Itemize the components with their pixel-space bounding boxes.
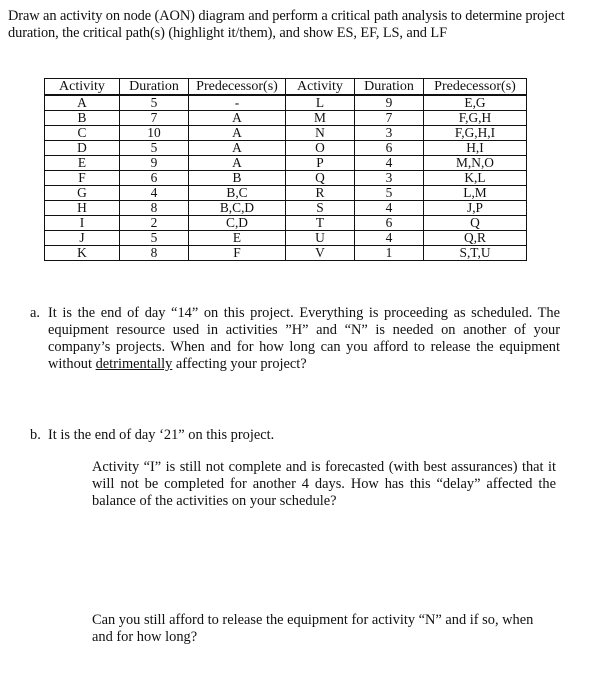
cell-duration-2: 7: [355, 111, 424, 126]
cell-duration-2: 3: [355, 126, 424, 141]
cell-predecessors: B,C: [189, 186, 286, 201]
cell-predecessors: -: [189, 95, 286, 111]
cell-activity: C: [45, 126, 120, 141]
cell-activity-2: L: [286, 95, 355, 111]
cell-predecessors-2: F,G,H: [424, 111, 527, 126]
cell-predecessors-2: E,G: [424, 95, 527, 111]
cell-duration: 10: [120, 126, 189, 141]
col-header-predecessors-2: Predecessor(s): [424, 79, 527, 96]
cell-activity: G: [45, 186, 120, 201]
col-header-activity-2: Activity: [286, 79, 355, 96]
cell-duration: 8: [120, 246, 189, 261]
question-b: [30, 427, 274, 444]
table-row: [45, 171, 527, 186]
cell-activity: H: [45, 201, 120, 216]
cell-duration-2: 6: [355, 216, 424, 231]
cell-duration-2: 4: [355, 201, 424, 216]
cell-predecessors-2: J,P: [424, 201, 527, 216]
cell-activity-2: V: [286, 246, 355, 261]
cell-predecessors-2: S,T,U: [424, 246, 527, 261]
table-row: [45, 111, 527, 126]
cell-activity-2: N: [286, 126, 355, 141]
cell-duration-2: 6: [355, 141, 424, 156]
cell-predecessors-2: L,M: [424, 186, 527, 201]
cell-duration: 4: [120, 186, 189, 201]
cell-activity: I: [45, 216, 120, 231]
cell-predecessors: B,C,D: [189, 201, 286, 216]
cell-activity-2: P: [286, 156, 355, 171]
cell-duration: 5: [120, 231, 189, 246]
question-a-text: [48, 305, 560, 373]
cell-activity: J: [45, 231, 120, 246]
cell-activity-2: O: [286, 141, 355, 156]
question-b-followup: Can you still afford to release the equipment for activity “N” and if so, when and for how long?: [92, 612, 534, 645]
cell-activity: A: [45, 95, 120, 111]
cell-activity: D: [45, 141, 120, 156]
cell-activity-2: Q: [286, 171, 355, 186]
question-b-label: b.: [30, 427, 41, 443]
table-row: [45, 216, 527, 231]
cell-predecessors-2: K,L: [424, 171, 527, 186]
question-a-text-start: It is the end of day “14” on this project. Everything is proceeding as scheduled. The equipment resource used in activities ”H” and “N” is needed on another of your company’s projects. When and for how long can you afford to release the equipment without: [48, 305, 560, 372]
table-row: [45, 156, 527, 171]
cell-activity: F: [45, 171, 120, 186]
cell-predecessors: E: [189, 231, 286, 246]
col-header-predecessors: Predecessor(s): [189, 79, 286, 96]
cell-duration: 9: [120, 156, 189, 171]
question-a-label: a.: [30, 305, 40, 321]
table-row: [45, 246, 527, 261]
question-b-detail: Activity “I” is still not complete and is forecasted (with best assurances) that it will not be completed for another 4 days. How has this “delay” affected the balance of the activities on your schedule?: [92, 459, 556, 509]
table-row: [45, 201, 527, 216]
cell-predecessors: F: [189, 246, 286, 261]
question-a: [30, 305, 560, 373]
cell-predecessors: A: [189, 156, 286, 171]
cell-duration-2: 4: [355, 156, 424, 171]
table-row: [45, 95, 527, 111]
cell-activity-2: M: [286, 111, 355, 126]
cell-duration: 7: [120, 111, 189, 126]
question-b-text: It is the end of day ‘21” on this project.: [48, 427, 275, 443]
cell-duration-2: 3: [355, 171, 424, 186]
cell-predecessors-2: H,I: [424, 141, 527, 156]
cell-activity-2: R: [286, 186, 355, 201]
cell-predecessors: A: [189, 111, 286, 126]
cell-activity-2: S: [286, 201, 355, 216]
cell-activity-2: U: [286, 231, 355, 246]
cell-predecessors-2: Q: [424, 216, 527, 231]
table-row: [45, 231, 527, 246]
table-row: [45, 126, 527, 141]
cell-predecessors-2: M,N,O: [424, 156, 527, 171]
table-row: [45, 141, 527, 156]
cell-predecessors: A: [189, 141, 286, 156]
cell-predecessors: B: [189, 171, 286, 186]
cell-activity: K: [45, 246, 120, 261]
cell-activity-2: T: [286, 216, 355, 231]
col-header-duration-2: Duration: [355, 79, 424, 96]
activity-table: [44, 78, 527, 261]
cell-duration-2: 1: [355, 246, 424, 261]
cell-duration-2: 9: [355, 95, 424, 111]
cell-duration: 5: [120, 95, 189, 111]
col-header-duration: Duration: [120, 79, 189, 96]
problem-statement: Draw an activity on node (AON) diagram and perform a critical path analysis to determine project duration, the critical path(s) (highlight it/them), and show ES, EF, LS, and LF: [8, 8, 565, 41]
cell-predecessors: A: [189, 126, 286, 141]
cell-duration: 8: [120, 201, 189, 216]
cell-predecessors-2: F,G,H,I: [424, 126, 527, 141]
cell-predecessors-2: Q,R: [424, 231, 527, 246]
cell-predecessors: C,D: [189, 216, 286, 231]
cell-activity: B: [45, 111, 120, 126]
cell-duration-2: 5: [355, 186, 424, 201]
col-header-activity: Activity: [45, 79, 120, 96]
question-a-underlined-word: detrimentally: [95, 356, 173, 372]
cell-activity: E: [45, 156, 120, 171]
cell-duration: 2: [120, 216, 189, 231]
table-row: [45, 186, 527, 201]
question-a-text-end: affecting your project?: [172, 356, 307, 372]
activity-table-body: [45, 95, 527, 261]
cell-duration-2: 4: [355, 231, 424, 246]
table-header-row: [45, 79, 527, 96]
cell-duration: 6: [120, 171, 189, 186]
cell-duration: 5: [120, 141, 189, 156]
